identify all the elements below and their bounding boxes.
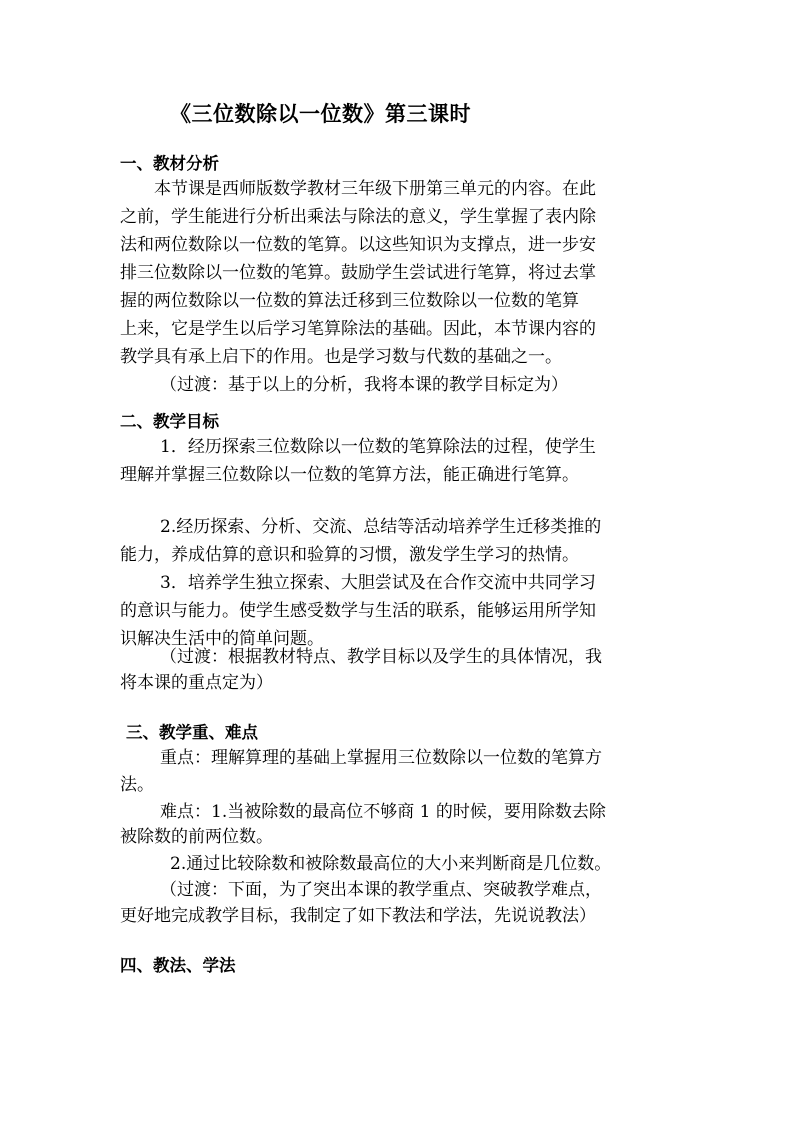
transition-line: （过渡：根据教材特点、教学目标以及学生的具体情况，我 [160,647,602,667]
section-heading-methods: 四、教法、学法 [120,956,236,975]
section-heading-objectives: 二、教学目标 [120,412,219,431]
paragraph-line: 识解决生活中的简单问题。 [120,629,324,649]
paragraph-line: 法和两位数除以一位数的笔算。以这些知识为支撑点，进一步安 [120,235,596,255]
paragraph-line: 被除数的前两位数。 [120,827,273,847]
paragraph-line: 2.通过比较除数和被除数最高位的大小来判断商是几位数。 [170,854,612,874]
paragraph-line: 的意识与能力。使学生感受数学与生活的联系，能够运用所学知 [120,601,596,621]
paragraph-line: 重点：理解算理的基础上掌握用三位数除以一位数的笔算方 [160,748,602,768]
paragraph-line: 排三位数除以一位数的笔算。鼓励学生尝试进行笔算，将过去掌 [120,263,596,283]
paragraph-line: 本节课是西师版数学教材三年级下册第三单元的内容。在此 [154,179,596,199]
paragraph-line: 能力，养成估算的意识和验算的习惯，激发学生学习的热情。 [120,545,579,565]
paragraph-line: 上来，它是学生以后学习笔算除法的基础。因此，本节课内容的 [120,319,596,339]
transition-line: （过渡：下面，为了突出本课的教学重点、突破教学难点， [160,880,602,900]
document-title: 《三位数除以一位数》第三课时 [170,101,471,126]
paragraph-line: 理解并掌握三位数除以一位数的笔算方法，能正确进行笔算。 [120,465,579,485]
transition-line: 将本课的重点定为） [120,673,273,693]
paragraph-line: 法。 [120,775,154,795]
transition-line: 更好地完成教学目标，我制定了如下教法和学法，先说说教法） [120,906,596,926]
paragraph-line: 教学具有承上启下的作用。也是学习数与代数的基础之一。 [120,347,562,367]
section-heading-analysis: 一、教材分析 [120,154,219,173]
paragraph-line: 难点：1.当被除数的最高位不够商 1 的时候，要用除数去除 [160,802,606,822]
paragraph-line: 3．培养学生独立探索、大胆尝试及在合作交流中共同学习 [160,573,596,593]
paragraph-line: 之前，学生能进行分析出乘法与除法的意义，学生掌握了表内除 [120,207,596,227]
transition-line: （过渡：基于以上的分析，我将本课的教学目标定为） [160,375,568,395]
paragraph-line: 2.经历探索、分析、交流、总结等活动培养学生迁移类推的 [160,517,602,537]
section-heading-key-points: 三、教学重、难点 [126,723,258,742]
paragraph-line: 1．经历探索三位数除以一位数的笔算除法的过程，使学生 [160,437,596,457]
paragraph-line: 握的两位数除以一位数的算法迁移到三位数除以一位数的笔算 [120,291,579,311]
